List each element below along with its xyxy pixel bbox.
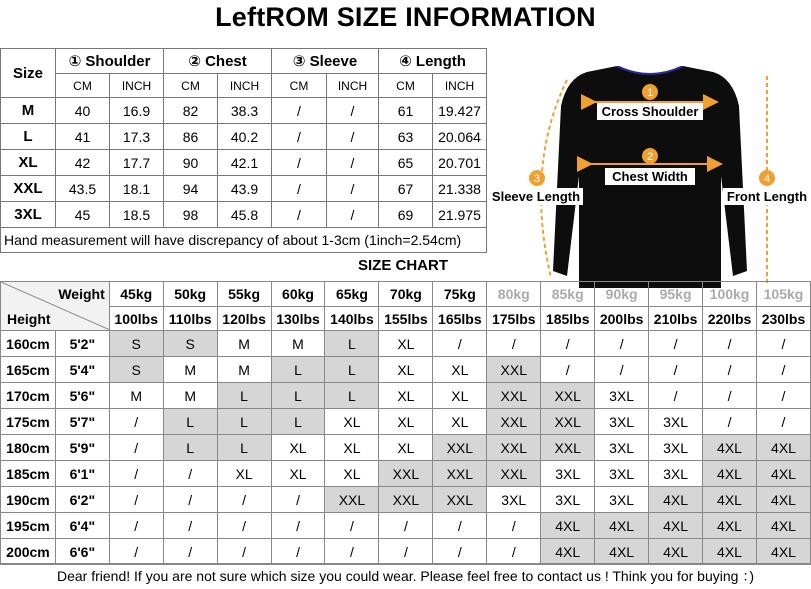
- height-ft: 5'6": [55, 383, 109, 409]
- measurement-cell: 86: [164, 124, 218, 150]
- size-cell: XL: [433, 357, 487, 383]
- size-cell: /: [541, 357, 595, 383]
- size-cell: XL: [379, 331, 433, 357]
- size-cell: /: [109, 513, 163, 539]
- weight-lbs-header: 130lbs: [271, 307, 325, 331]
- size-cell: 4XL: [703, 539, 757, 565]
- size-chart-table: [0, 281, 811, 565]
- measurement-cell: 69: [379, 202, 433, 228]
- height-cm: 195cm: [1, 513, 56, 539]
- size-cell: 3XL: [649, 461, 703, 487]
- size-cell: 4XL: [595, 539, 649, 565]
- size-cell: XXL: [433, 461, 487, 487]
- size-cell: 3XL: [595, 435, 649, 461]
- weight-kg-header: 65kg: [325, 282, 379, 307]
- size-cell: M: [109, 383, 163, 409]
- shirt-diagram: [489, 66, 811, 296]
- size-cell: /: [756, 383, 810, 409]
- measurement-cell: 18.1: [110, 176, 164, 202]
- size-chart-corner: [1, 282, 110, 331]
- size-cell: S: [109, 331, 163, 357]
- measurement-cell: 40: [56, 98, 110, 124]
- size-cell: 3XL: [595, 461, 649, 487]
- size-cell: 4XL: [649, 539, 703, 565]
- shoulder-header: ① Shoulder: [56, 49, 164, 74]
- size-cell: XXL: [433, 435, 487, 461]
- measurement-row: [1, 150, 487, 176]
- size-label: XXL: [1, 176, 56, 202]
- size-chart-row: [1, 357, 811, 383]
- measurement-cell: 21.975: [433, 202, 487, 228]
- size-cell: 3XL: [541, 461, 595, 487]
- size-cell: 3XL: [595, 383, 649, 409]
- height-ft: 6'2": [55, 487, 109, 513]
- measurement-cell: 43.9: [218, 176, 272, 202]
- measurement-cell: 19.427: [433, 98, 487, 124]
- size-cell: 4XL: [756, 487, 810, 513]
- measurement-cell: 42.1: [218, 150, 272, 176]
- size-cell: XXL: [433, 487, 487, 513]
- height-cm: 185cm: [1, 461, 56, 487]
- size-cell: 4XL: [703, 513, 757, 539]
- size-cell: /: [109, 409, 163, 435]
- measurement-cell: 40.2: [218, 124, 272, 150]
- size-cell: 4XL: [703, 461, 757, 487]
- size-cell: M: [163, 383, 217, 409]
- size-cell: 3XL: [541, 487, 595, 513]
- size-cell: XL: [433, 383, 487, 409]
- size-cell: XXL: [487, 435, 541, 461]
- size-cell: /: [756, 409, 810, 435]
- size-cell: /: [433, 513, 487, 539]
- size-cell: XXL: [487, 461, 541, 487]
- marker-1: 1: [646, 87, 654, 99]
- size-cell: 3XL: [487, 487, 541, 513]
- size-cell: L: [217, 409, 271, 435]
- size-chart-row: [1, 383, 811, 409]
- size-cell: L: [325, 331, 379, 357]
- measurement-cell: 61: [379, 98, 433, 124]
- size-cell: /: [649, 357, 703, 383]
- size-cell: /: [217, 513, 271, 539]
- size-cell: XXL: [487, 357, 541, 383]
- size-cell: /: [433, 331, 487, 357]
- measurement-cell: 38.3: [218, 98, 272, 124]
- measurement-cell: 18.5: [110, 202, 164, 228]
- size-cell: /: [703, 331, 757, 357]
- size-cell: XXL: [379, 487, 433, 513]
- size-cell: XL: [379, 383, 433, 409]
- size-cell: XXL: [541, 435, 595, 461]
- weight-kg-header: 100kg: [703, 282, 757, 307]
- size-cell: 3XL: [595, 409, 649, 435]
- weight-kg-header: 95kg: [649, 282, 703, 307]
- measurement-row: [1, 98, 487, 124]
- height-ft: 6'6": [55, 539, 109, 565]
- size-label: XL: [1, 150, 56, 176]
- measurement-cell: 16.9: [110, 98, 164, 124]
- marker-4: 4: [763, 173, 771, 185]
- size-cell: 4XL: [756, 461, 810, 487]
- size-cell: /: [756, 357, 810, 383]
- height-ft: 6'4": [55, 513, 109, 539]
- size-cell: S: [109, 357, 163, 383]
- size-cell: M: [271, 331, 325, 357]
- size-cell: /: [756, 331, 810, 357]
- size-cell: 4XL: [703, 435, 757, 461]
- size-cell: 4XL: [703, 487, 757, 513]
- measurement-cell: 90: [164, 150, 218, 176]
- weight-kg-header: 85kg: [541, 282, 595, 307]
- weight-kg-header: 105kg: [756, 282, 810, 307]
- weight-kg-header: 80kg: [487, 282, 541, 307]
- size-cell: /: [271, 487, 325, 513]
- measurement-cell: 98: [164, 202, 218, 228]
- measurement-row: [1, 124, 487, 150]
- size-cell: L: [163, 435, 217, 461]
- size-cell: L: [325, 357, 379, 383]
- measurement-cell: 45: [56, 202, 110, 228]
- size-cell: XL: [379, 409, 433, 435]
- size-chart-row: [1, 513, 811, 539]
- measurement-cell: /: [272, 150, 327, 176]
- size-cell: /: [109, 539, 163, 565]
- size-cell: XL: [271, 435, 325, 461]
- size-cell: 4XL: [541, 539, 595, 565]
- marker-2: 2: [646, 151, 654, 163]
- measurement-cell: 43.5: [56, 176, 110, 202]
- size-cell: XL: [379, 435, 433, 461]
- size-cell: /: [595, 357, 649, 383]
- size-cell: 4XL: [756, 539, 810, 565]
- size-cell: XL: [271, 461, 325, 487]
- measurement-cell: /: [272, 98, 327, 124]
- weight-lbs-header: 110lbs: [163, 307, 217, 331]
- size-cell: /: [649, 383, 703, 409]
- measurement-cell: /: [327, 202, 379, 228]
- unit-header: CM: [56, 74, 110, 98]
- size-cell: /: [379, 539, 433, 565]
- height-ft: 5'4": [55, 357, 109, 383]
- size-label: M: [1, 98, 56, 124]
- size-cell: 4XL: [541, 513, 595, 539]
- size-cell: XL: [217, 461, 271, 487]
- measurement-cell: 17.7: [110, 150, 164, 176]
- size-cell: M: [217, 331, 271, 357]
- size-cell: L: [217, 383, 271, 409]
- weight-lbs-header: 220lbs: [703, 307, 757, 331]
- size-cell: XXL: [487, 383, 541, 409]
- measurement-cell: /: [327, 98, 379, 124]
- size-cell: /: [217, 539, 271, 565]
- size-cell: XXL: [487, 409, 541, 435]
- footer-message: Dear friend! If you are not sure which size you could wear. Please feel free to contact us ! Think you for buying ：): [0, 563, 811, 589]
- height-ft: 5'2": [55, 331, 109, 357]
- size-cell: /: [703, 383, 757, 409]
- size-chart-row: [1, 435, 811, 461]
- weight-axis-label: Weight: [58, 286, 105, 302]
- measurement-cell: 20.064: [433, 124, 487, 150]
- height-ft: 5'9": [55, 435, 109, 461]
- size-cell: /: [163, 539, 217, 565]
- weight-lbs-header: 155lbs: [379, 307, 433, 331]
- size-cell: /: [541, 331, 595, 357]
- measurement-cell: 41: [56, 124, 110, 150]
- measurement-cell: 45.8: [218, 202, 272, 228]
- size-cell: /: [109, 487, 163, 513]
- measurement-cell: 67: [379, 176, 433, 202]
- measurement-cell: /: [272, 124, 327, 150]
- sleeve-length-label: Sleeve Length: [491, 189, 581, 204]
- unit-header: CM: [164, 74, 218, 98]
- size-cell: /: [163, 461, 217, 487]
- size-chart-row: [1, 409, 811, 435]
- size-cell: /: [649, 331, 703, 357]
- size-cell: L: [271, 383, 325, 409]
- size-cell: 4XL: [649, 513, 703, 539]
- size-chart-row: [1, 461, 811, 487]
- weight-kg-header: 90kg: [595, 282, 649, 307]
- size-cell: /: [487, 513, 541, 539]
- size-cell: L: [163, 409, 217, 435]
- weight-kg-header: 60kg: [271, 282, 325, 307]
- size-cell: 4XL: [595, 513, 649, 539]
- shirt-svg: [489, 66, 811, 296]
- weight-kg-header: 55kg: [217, 282, 271, 307]
- size-cell: /: [271, 513, 325, 539]
- weight-lbs-header: 175lbs: [487, 307, 541, 331]
- unit-header: CM: [272, 74, 327, 98]
- size-cell: /: [325, 513, 379, 539]
- unit-header: INCH: [433, 74, 487, 98]
- weight-kg-header: 45kg: [109, 282, 163, 307]
- weight-kg-header: 50kg: [163, 282, 217, 307]
- page-title: LeftROM SIZE INFORMATION: [215, 2, 596, 32]
- size-cell: XL: [325, 435, 379, 461]
- weight-lbs-header: 200lbs: [595, 307, 649, 331]
- measurement-cell: 94: [164, 176, 218, 202]
- measurement-row: [1, 202, 487, 228]
- size-cell: L: [217, 435, 271, 461]
- cross-shoulder-label: Cross Shoulder: [601, 104, 699, 119]
- size-cell: M: [217, 357, 271, 383]
- front-length-label: Front Length: [726, 189, 808, 204]
- size-cell: /: [595, 331, 649, 357]
- size-chart-row: [1, 331, 811, 357]
- size-cell: L: [271, 357, 325, 383]
- height-cm: 190cm: [1, 487, 56, 513]
- measurement-cell: /: [272, 202, 327, 228]
- size-cell: 3XL: [649, 409, 703, 435]
- size-cell: 4XL: [756, 513, 810, 539]
- size-cell: /: [271, 539, 325, 565]
- measurement-cell: 17.3: [110, 124, 164, 150]
- size-cell: /: [487, 539, 541, 565]
- size-cell: XL: [379, 357, 433, 383]
- weight-kg-header: 70kg: [379, 282, 433, 307]
- height-cm: 165cm: [1, 357, 56, 383]
- marker-3: 3: [533, 173, 541, 185]
- size-cell: /: [703, 409, 757, 435]
- weight-lbs-header: 230lbs: [756, 307, 810, 331]
- size-chart-row: [1, 539, 811, 565]
- size-cell: S: [163, 331, 217, 357]
- unit-header: CM: [379, 74, 433, 98]
- measurement-cell: 65: [379, 150, 433, 176]
- corner-diagonal: [1, 282, 109, 330]
- size-cell: XXL: [541, 409, 595, 435]
- height-cm: 180cm: [1, 435, 56, 461]
- size-cell: M: [163, 357, 217, 383]
- weight-lbs-header: 140lbs: [325, 307, 379, 331]
- height-ft: 6'1": [55, 461, 109, 487]
- size-cell: /: [433, 539, 487, 565]
- size-cell: /: [487, 331, 541, 357]
- size-cell: /: [325, 539, 379, 565]
- unit-header: INCH: [327, 74, 379, 98]
- weight-lbs-header: 185lbs: [541, 307, 595, 331]
- height-axis-label: Height: [7, 311, 51, 327]
- height-cm: 175cm: [1, 409, 56, 435]
- measurement-note: Hand measurement will have discrepancy of about 1-3cm (1inch=2.54cm): [1, 228, 487, 253]
- measurement-table: [0, 48, 487, 253]
- measurement-cell: 63: [379, 124, 433, 150]
- length-header: ④ Length: [379, 49, 487, 74]
- measurement-row: [1, 176, 487, 202]
- measurement-cell: /: [327, 150, 379, 176]
- height-cm: 200cm: [1, 539, 56, 565]
- weight-lbs-header: 165lbs: [433, 307, 487, 331]
- size-cell: 4XL: [649, 487, 703, 513]
- measurement-cell: /: [272, 176, 327, 202]
- weight-lbs-header: 210lbs: [649, 307, 703, 331]
- measurement-cell: 42: [56, 150, 110, 176]
- measurement-cell: /: [327, 176, 379, 202]
- size-cell: XXL: [379, 461, 433, 487]
- size-cell: /: [163, 487, 217, 513]
- unit-header: INCH: [218, 74, 272, 98]
- weight-kg-header: 75kg: [433, 282, 487, 307]
- size-cell: L: [325, 383, 379, 409]
- size-label: 3XL: [1, 202, 56, 228]
- size-cell: 3XL: [649, 435, 703, 461]
- measurement-cell: 82: [164, 98, 218, 124]
- size-cell: L: [271, 409, 325, 435]
- measurement-cell: 21.338: [433, 176, 487, 202]
- measurement-cell: 20.701: [433, 150, 487, 176]
- weight-lbs-header: 100lbs: [109, 307, 163, 331]
- size-header: Size: [1, 49, 56, 98]
- weight-lbs-header: 120lbs: [217, 307, 271, 331]
- size-cell: 4XL: [756, 435, 810, 461]
- height-cm: 170cm: [1, 383, 56, 409]
- size-chart-title: SIZE CHART: [358, 257, 448, 274]
- height-ft: 5'7": [55, 409, 109, 435]
- size-cell: /: [217, 487, 271, 513]
- sleeve-header: ③ Sleeve: [272, 49, 379, 74]
- size-cell: /: [163, 513, 217, 539]
- size-cell: /: [109, 461, 163, 487]
- size-chart-row: [1, 487, 811, 513]
- height-cm: 160cm: [1, 331, 56, 357]
- measurement-cell: /: [327, 124, 379, 150]
- size-cell: XL: [325, 461, 379, 487]
- size-cell: XXL: [325, 487, 379, 513]
- chest-width-label: Chest Width: [612, 169, 688, 184]
- unit-header: INCH: [110, 74, 164, 98]
- size-cell: /: [703, 357, 757, 383]
- size-cell: 3XL: [595, 487, 649, 513]
- size-cell: XXL: [541, 383, 595, 409]
- size-cell: /: [379, 513, 433, 539]
- size-cell: XL: [433, 409, 487, 435]
- chest-header: ② Chest: [164, 49, 272, 74]
- size-cell: XL: [325, 409, 379, 435]
- size-cell: /: [109, 435, 163, 461]
- size-label: L: [1, 124, 56, 150]
